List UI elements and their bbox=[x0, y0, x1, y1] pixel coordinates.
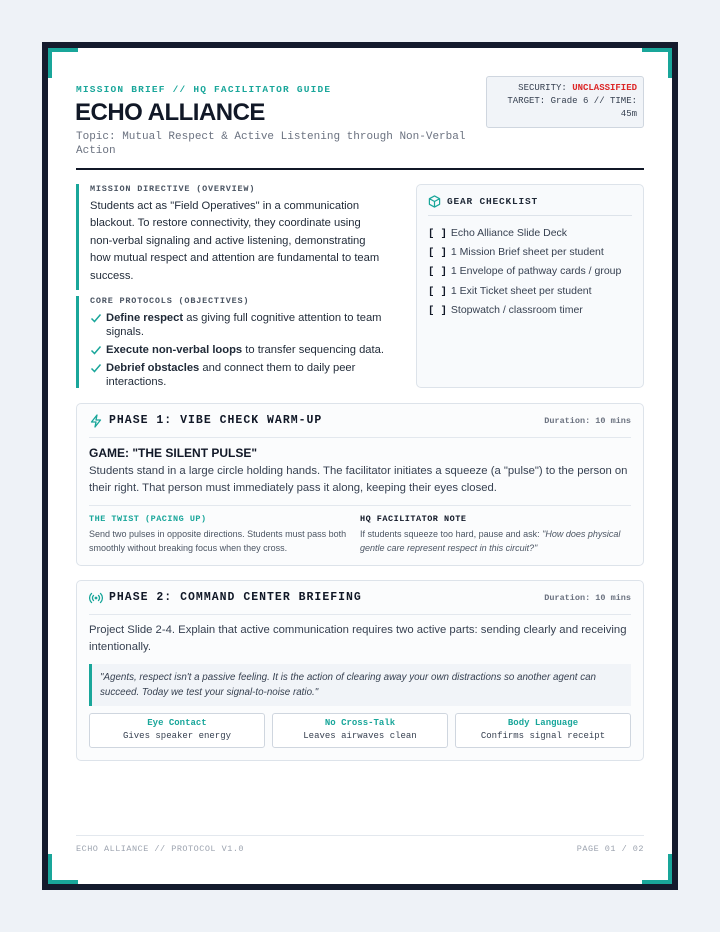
directive-text: Students act as "Field Operatives" in a communication blackout. To restore connectivity, they coordinate using non-verbal signaling and active listening, demonstrating how mutual respect and attention are fundamental to team success. bbox=[90, 200, 380, 282]
target-line: TARGET: Grade 6 // TIME: bbox=[507, 96, 637, 106]
protocol-bold: Define respect bbox=[106, 312, 184, 324]
core-protocols bbox=[76, 296, 386, 388]
pill-text: Gives speaker energy bbox=[122, 731, 232, 741]
corner-accent bbox=[642, 48, 672, 78]
note-quote: "How does physical gentle care represent respect in this circuit?" bbox=[360, 529, 621, 553]
game-description: Students stand in a large circle holding hands. The facilitator initiates a squeeze (a "pulse") to the person on their right. That person must immediately pass it along, keeping their eyes closed. bbox=[89, 465, 628, 494]
corner-accent bbox=[642, 854, 672, 884]
protocol-text: and connect them to daily peer interactions. bbox=[106, 362, 356, 388]
check-icon bbox=[90, 312, 102, 324]
behavior-pills bbox=[89, 713, 631, 748]
security-box bbox=[486, 76, 644, 128]
gear-item-label: 1 Mission Brief sheet per student bbox=[450, 246, 604, 259]
brief-sheet bbox=[48, 48, 672, 884]
checkbox-bracket: [ ] bbox=[428, 304, 447, 317]
gear-item bbox=[428, 262, 632, 281]
gear-item-label: Echo Alliance Slide Deck bbox=[450, 227, 568, 239]
footer-divider bbox=[76, 835, 644, 836]
protocol-item bbox=[90, 343, 386, 357]
phase-1-header bbox=[89, 404, 631, 438]
gear-header bbox=[428, 195, 632, 216]
phase-1-notes bbox=[89, 505, 631, 555]
pill-title: Eye Contact bbox=[147, 718, 207, 728]
twist-column bbox=[89, 514, 360, 555]
phase-1-duration: Duration: 10 mins bbox=[544, 415, 631, 426]
page-title: ECHO ALLIANCE bbox=[75, 99, 265, 126]
signal-icon bbox=[89, 591, 103, 605]
phase-2-card bbox=[76, 580, 644, 761]
lightning-icon bbox=[89, 414, 103, 428]
facilitator-note-column bbox=[360, 514, 631, 555]
game-title: GAME: "THE SILENT PULSE" bbox=[89, 446, 258, 460]
directive-label: MISSION DIRECTIVE (OVERVIEW) bbox=[90, 184, 256, 194]
gear-item bbox=[428, 282, 632, 301]
gear-list bbox=[428, 224, 632, 320]
security-line bbox=[493, 82, 637, 95]
check-icon bbox=[90, 362, 102, 374]
pill-title: No Cross-Talk bbox=[324, 718, 396, 728]
pill-title: Body Language bbox=[507, 718, 579, 728]
pill-body-language bbox=[455, 713, 631, 748]
gear-title: GEAR CHECKLIST bbox=[447, 196, 539, 207]
protocol-item bbox=[90, 311, 386, 339]
protocol-bold: Debrief obstacles bbox=[106, 362, 200, 374]
protocols-list bbox=[90, 311, 386, 389]
pill-no-cross-talk bbox=[272, 713, 448, 748]
note-title: HQ FACILITATOR NOTE bbox=[360, 514, 467, 524]
checkbox-bracket: [ ] bbox=[428, 266, 447, 279]
pill-text: Confirms signal receipt bbox=[480, 731, 606, 741]
checkbox-bracket: [ ] bbox=[428, 285, 447, 298]
corner-accent bbox=[48, 48, 78, 78]
topic-line: Topic: Mutual Respect & Active Listening through Non-Verbal Action bbox=[76, 131, 466, 157]
gear-item-label: 1 Exit Ticket sheet per student bbox=[450, 284, 592, 297]
protocol-bold: Execute non-verbal loops bbox=[106, 344, 243, 356]
phase-2-header bbox=[89, 581, 631, 615]
gear-item-label: Stopwatch / classroom timer bbox=[450, 303, 583, 316]
checkbox-bracket: [ ] bbox=[428, 228, 447, 240]
page-frame bbox=[42, 42, 678, 890]
gear-item bbox=[428, 243, 632, 262]
note-text bbox=[360, 527, 631, 555]
time-value: 45m bbox=[620, 109, 637, 119]
phase-2-description: Project Slide 2-4. Explain that active communication requires two active parts: sending clearly and receiving intentionally. bbox=[89, 624, 627, 653]
page-number: PAGE 01 / 02 bbox=[576, 844, 644, 854]
pill-text: Leaves airwaves clean bbox=[303, 731, 417, 741]
script-quote: "Agents, respect isn't a passive feeling. It is the action of clearing away your own distractions so another agent can succeed. Today we test your signal-to-noise ratio." bbox=[89, 664, 631, 706]
checkbox-bracket: [ ] bbox=[428, 247, 447, 260]
header-divider bbox=[76, 168, 644, 170]
protocol-text: as giving full cognitive attention to team signals. bbox=[106, 312, 382, 338]
check-icon bbox=[90, 344, 102, 356]
phase-2-title: PHASE 2: COMMAND CENTER BRIEFING bbox=[109, 591, 362, 604]
phase-1-card bbox=[76, 403, 644, 566]
note-lead: If students squeeze too hard, pause and ask: bbox=[360, 529, 543, 539]
gear-item bbox=[428, 224, 632, 243]
phase-1-title: PHASE 1: VIBE CHECK WARM-UP bbox=[109, 414, 323, 427]
gear-item bbox=[428, 301, 632, 320]
mission-directive bbox=[76, 184, 386, 290]
security-label: SECURITY: bbox=[518, 83, 573, 93]
gear-item-label: 1 Envelope of pathway cards / group bbox=[450, 265, 622, 278]
doc-kicker: MISSION BRIEF // HQ FACILITATOR GUIDE bbox=[76, 84, 332, 95]
protocol-item bbox=[90, 361, 386, 389]
gear-checklist bbox=[416, 184, 644, 388]
classification-badge: UNCLASSIFIED bbox=[572, 83, 637, 93]
phase-2-duration: Duration: 10 mins bbox=[544, 592, 631, 603]
footer-protocol: ECHO ALLIANCE // PROTOCOL V1.0 bbox=[76, 844, 245, 854]
twist-title: THE TWIST (PACING UP) bbox=[89, 514, 207, 524]
corner-accent bbox=[48, 854, 78, 884]
twist-text: Send two pulses in opposite directions. Students must pass both smoothly without breaking focus when they cross. bbox=[89, 529, 347, 553]
protocol-text: to transfer sequencing data. bbox=[242, 344, 384, 356]
protocols-label: CORE PROTOCOLS (OBJECTIVES) bbox=[90, 296, 250, 306]
box-icon bbox=[428, 195, 441, 208]
pill-eye-contact bbox=[89, 713, 265, 748]
